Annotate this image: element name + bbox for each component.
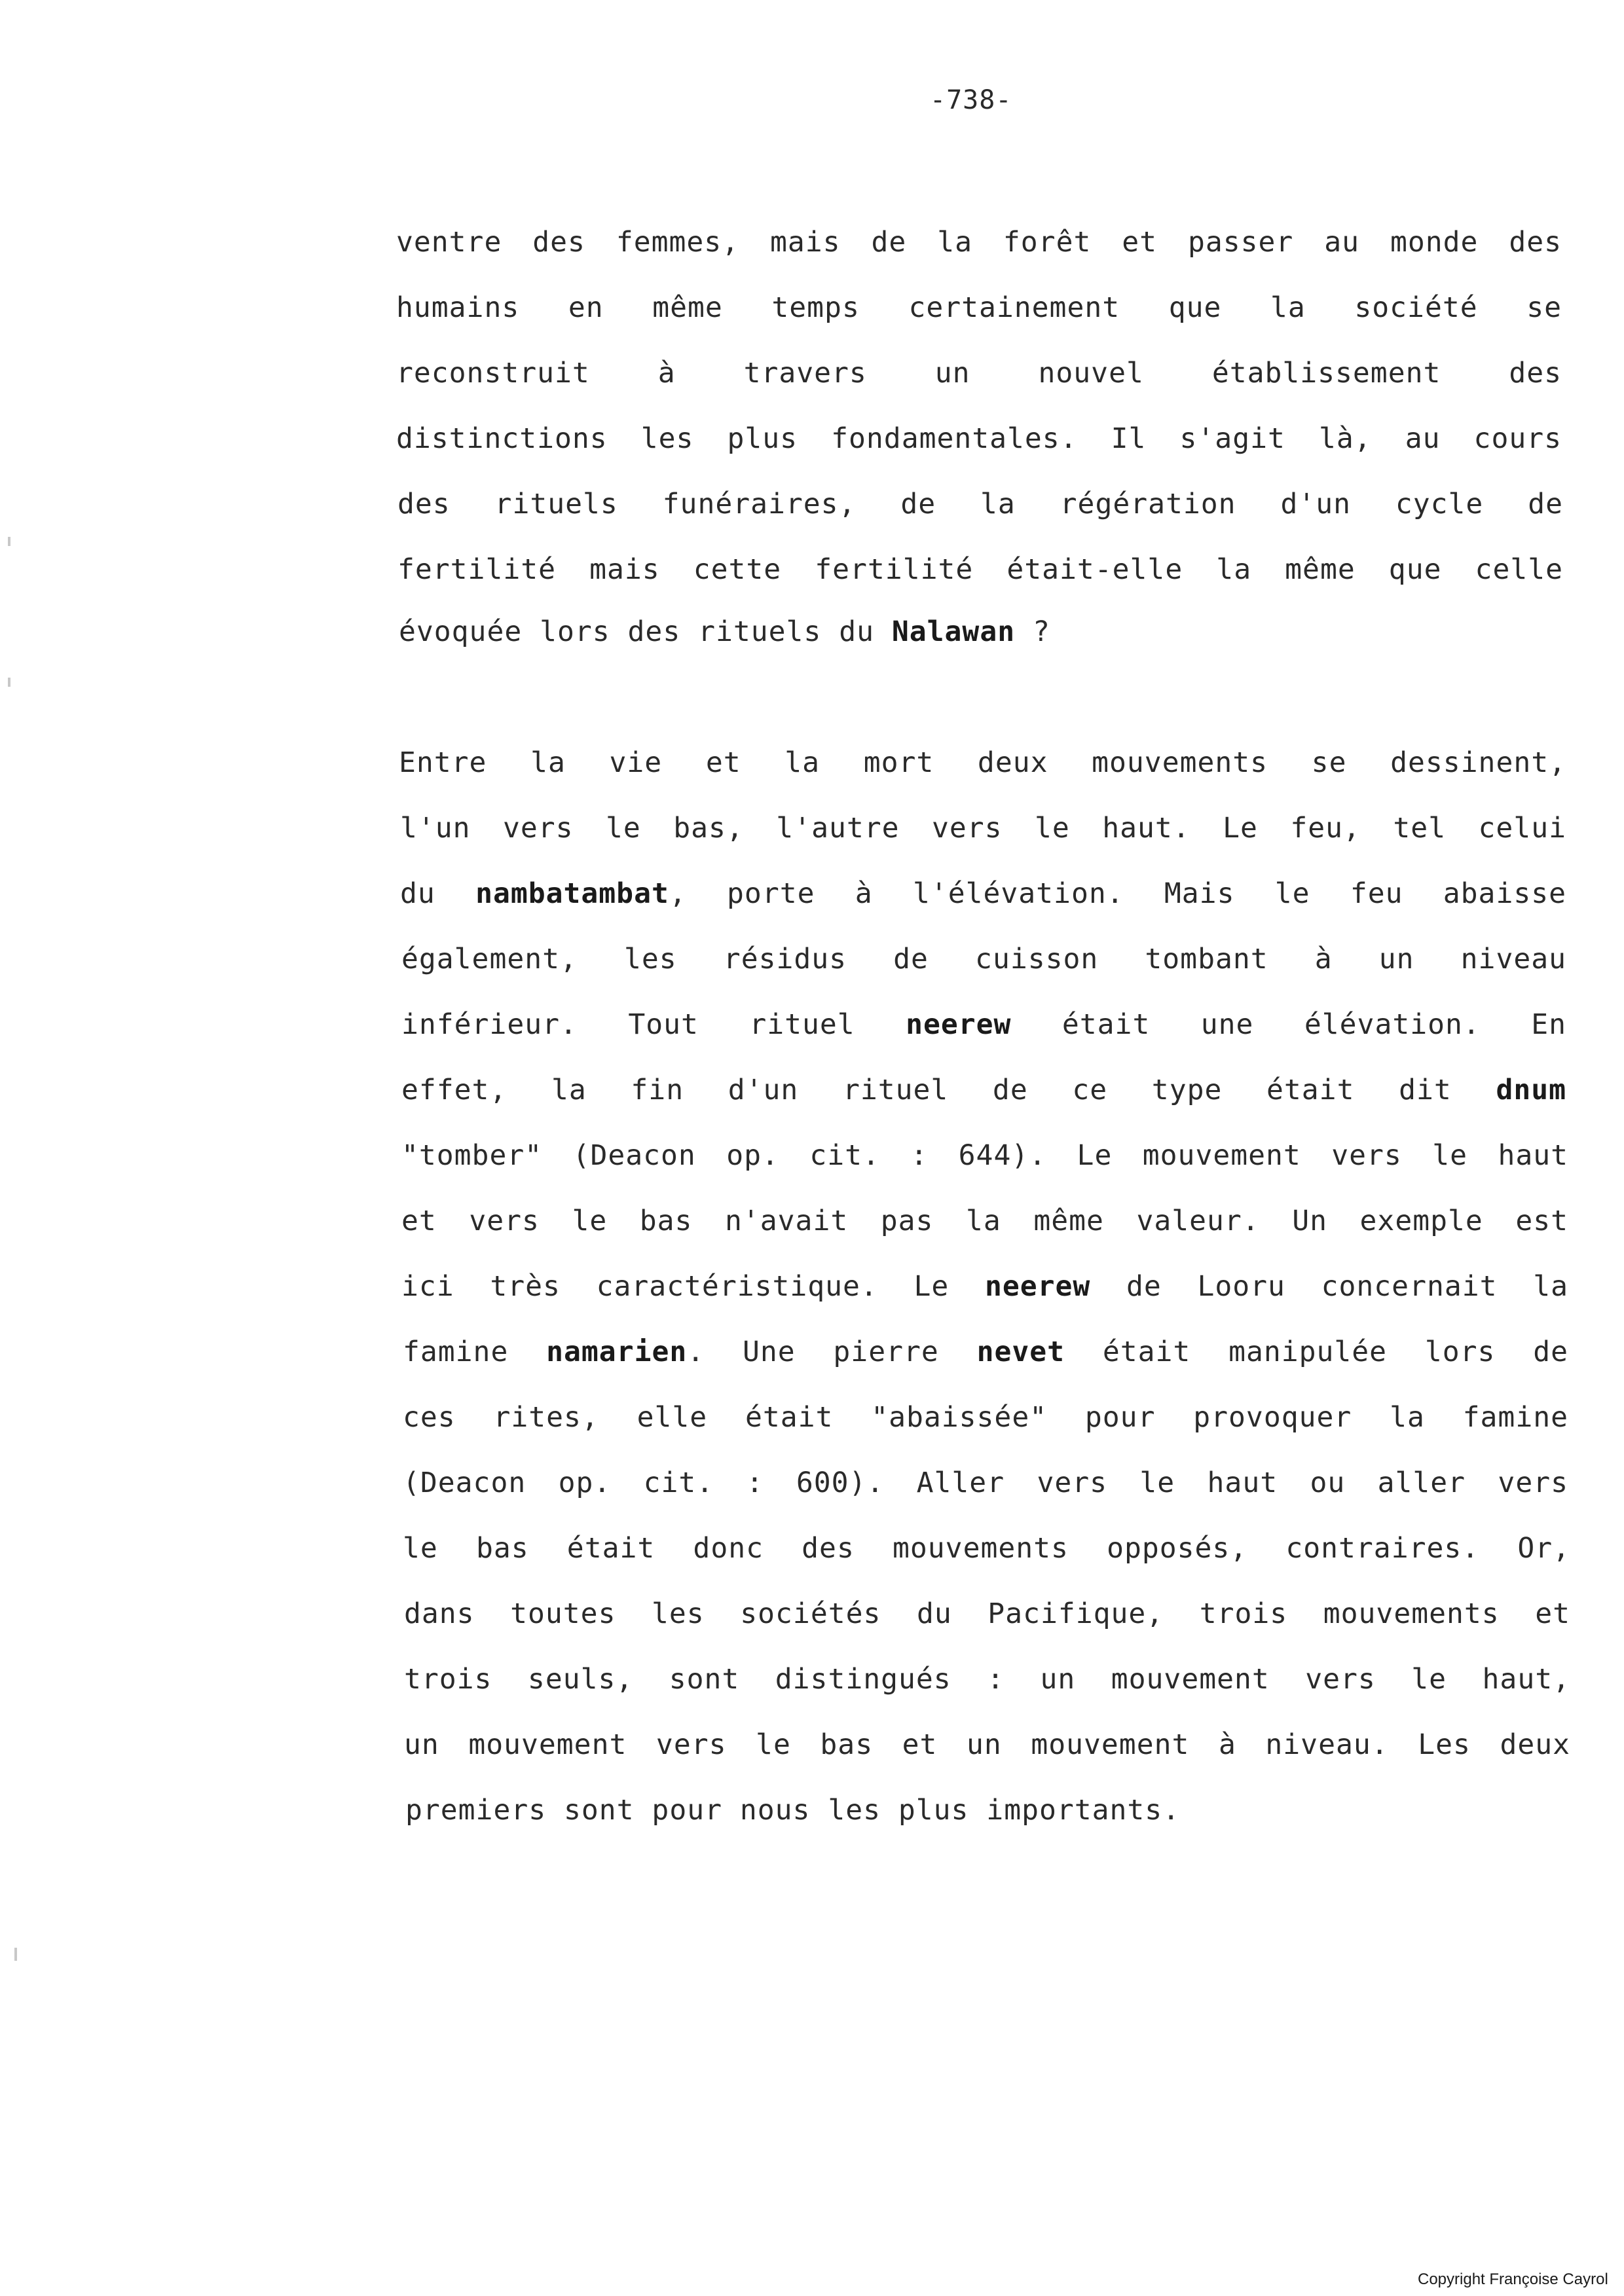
line-text: et vers le bas n'avait pas la même valeur. Un exemple est <box>401 1205 1568 1237</box>
text-line <box>401 939 1566 979</box>
text-line <box>401 1201 1568 1241</box>
text-line <box>404 1594 1570 1633</box>
line-text: ventre des femmes, mais de la forêt et passer au monde des <box>396 226 1562 259</box>
bold-term: neerew <box>984 1270 1091 1303</box>
text-line <box>403 1463 1568 1503</box>
line-text: ces rites, elle était "abaissée" pour provoquer la famine <box>403 1401 1568 1434</box>
bold-term: neerew <box>906 1008 1012 1041</box>
text-line <box>400 874 1566 913</box>
text-line <box>396 288 1562 327</box>
text-line <box>403 1529 1570 1568</box>
line-text: Entre la vie et la mort deux mouvements se dessinent, <box>399 746 1566 779</box>
line-text: effet, la fin d'un rituel de ce type était dit <box>401 1074 1496 1106</box>
line-text: l'un vers le bas, l'autre vers le haut. Le feu, tel celui <box>400 812 1566 845</box>
line-text: humains en même temps certainement que la société se <box>396 291 1562 324</box>
line-text: ici très caractéristique. Le <box>401 1270 985 1303</box>
line-text: évoquée lors des rituels du <box>399 615 892 648</box>
copyright-notice: Copyright Françoise Cayrol <box>1418 2270 1608 2288</box>
bold-term: Nalawan <box>891 615 1016 648</box>
line-text: fertilité mais cette fertilité était-elle la même que celle <box>397 553 1563 586</box>
scan-margin-mark <box>8 537 10 546</box>
line-text: (Deacon op. cit. : 600). Aller vers le haut ou aller vers <box>403 1467 1568 1499</box>
page-number: -738- <box>930 85 1012 115</box>
line-text: . Une pierre <box>687 1336 977 1368</box>
line-text: , porte à l'élévation. Mais le feu abaisse <box>669 877 1566 910</box>
line-text: famine <box>403 1336 547 1368</box>
line-text: un mouvement vers le bas et un mouvement à niveau. Les deux <box>404 1728 1570 1761</box>
line-text: distinctions les plus fondamentales. Il s'agit là, au cours <box>396 422 1562 455</box>
text-line <box>399 743 1566 782</box>
line-text: trois seuls, sont distingués : un mouvement vers le haut, <box>404 1663 1570 1696</box>
line-text: de Looru concernait la <box>1090 1270 1568 1303</box>
line-text: le bas était donc des mouvements opposés, contraires. Or, <box>403 1532 1570 1565</box>
text-line <box>401 1070 1566 1110</box>
text-line <box>396 419 1562 458</box>
line-text: ? <box>1015 615 1050 648</box>
line-text: reconstruit à travers un nouvel établissement des <box>396 357 1562 390</box>
line-text: était manipulée lors de <box>1065 1336 1569 1368</box>
text-line <box>401 1136 1568 1175</box>
text-line <box>399 612 1050 651</box>
bold-term: namarien <box>546 1336 688 1368</box>
scan-margin-mark <box>8 678 10 687</box>
line-text: des rituels funéraires, de la régération d'un cycle de <box>397 488 1563 520</box>
text-line <box>403 1398 1568 1437</box>
text-line <box>397 484 1563 524</box>
text-line <box>396 354 1562 393</box>
line-text: du <box>400 877 476 910</box>
line-text: dans toutes les sociétés du Pacifique, trois mouvements et <box>404 1597 1570 1630</box>
text-line <box>404 1660 1570 1699</box>
line-text: "tomber" (Deacon op. cit. : 644). Le mouvement vers le haut <box>401 1139 1568 1172</box>
line-text: était une élévation. En <box>1011 1008 1566 1041</box>
text-line <box>404 1725 1570 1764</box>
text-line <box>397 550 1563 589</box>
bold-term: nevet <box>976 1336 1065 1368</box>
line-text: premiers sont pour nous les plus importants. <box>405 1794 1181 1827</box>
text-line <box>401 1267 1568 1306</box>
bold-term: nambatambat <box>475 877 669 910</box>
text-line <box>403 1332 1568 1372</box>
text-line <box>401 1005 1566 1044</box>
scan-margin-mark <box>14 1948 17 1961</box>
bold-term: dnum <box>1496 1074 1566 1106</box>
line-text: également, les résidus de cuisson tombant à un niveau <box>401 943 1566 975</box>
text-line <box>400 809 1566 848</box>
text-line <box>405 1791 1180 1830</box>
line-text: inférieur. Tout rituel <box>401 1008 906 1041</box>
text-line <box>396 223 1562 262</box>
